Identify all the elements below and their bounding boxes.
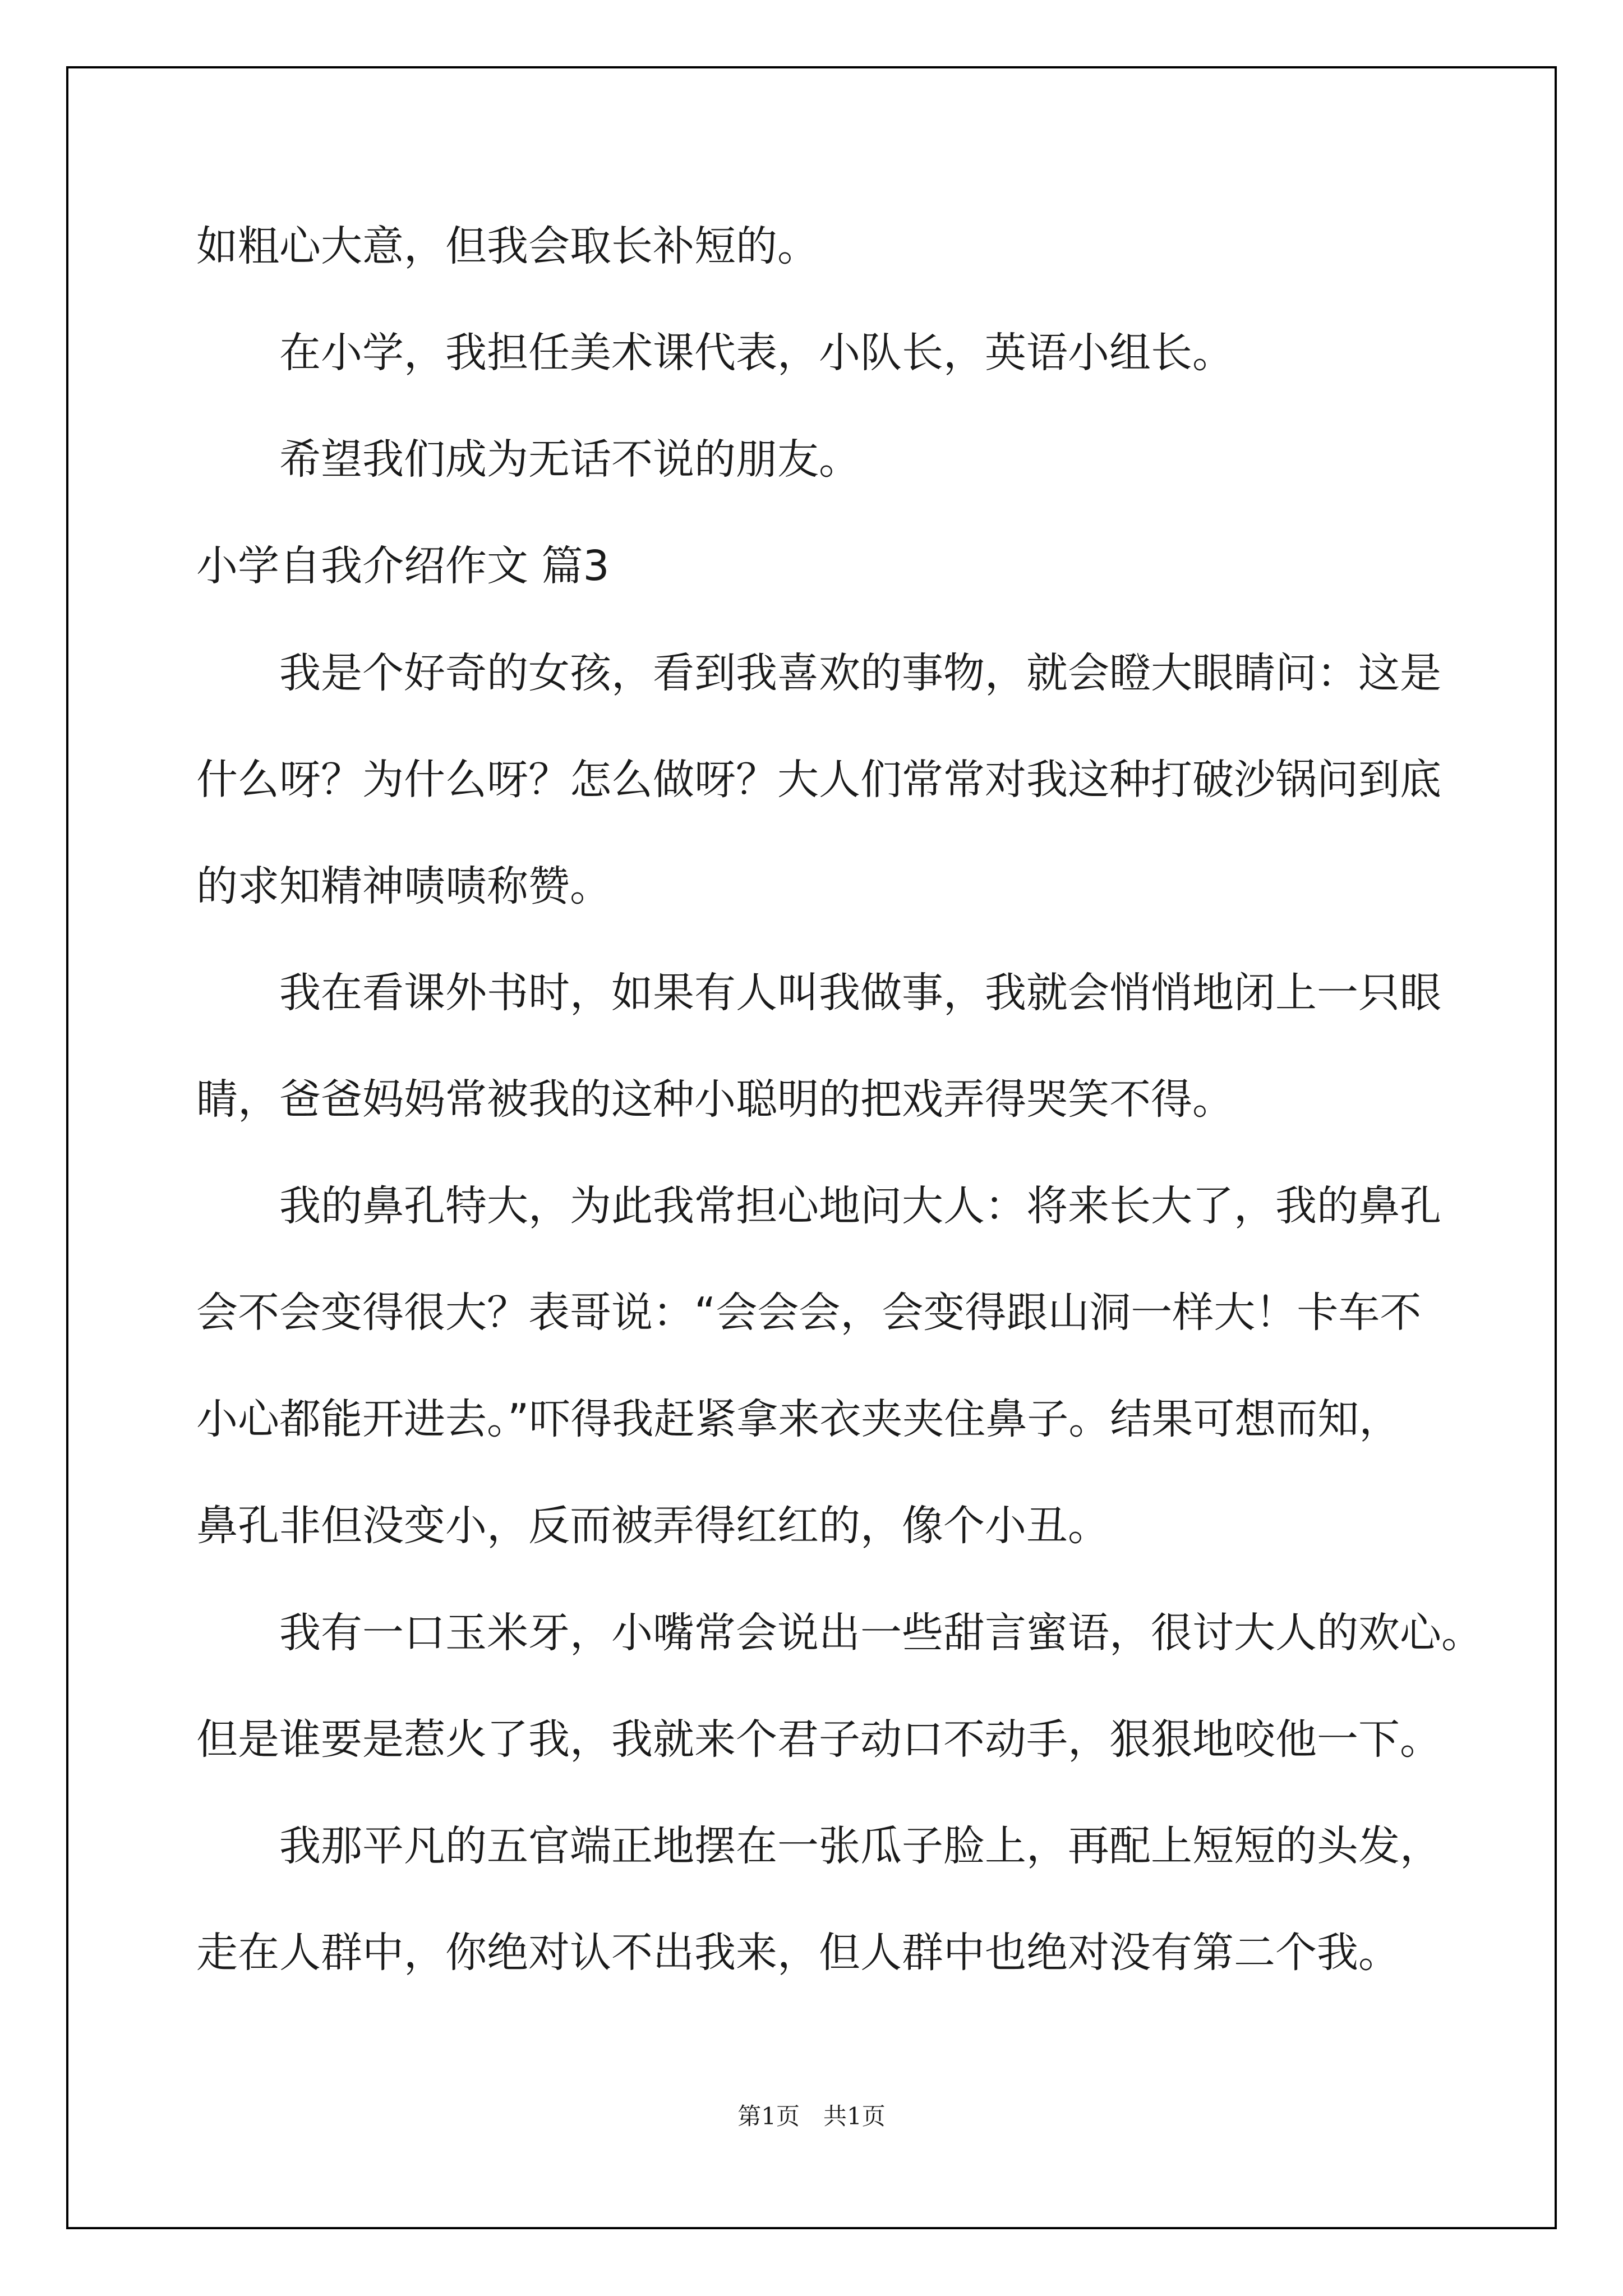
paragraph-line: 的求知精神啧啧称赞。 bbox=[196, 862, 611, 910]
paragraph-line: 走在人群中，你绝对认不出我来，但人群中也绝对没有第二个我。 bbox=[196, 1929, 1400, 1977]
paragraph-line: 我的鼻孔特大，为此我常担心地问大人：将来长大了，我的鼻孔 bbox=[279, 1182, 1441, 1230]
paragraph-line: 睛，爸爸妈妈常被我的这种小聪明的把戏弄得哭笑不得。 bbox=[196, 1075, 1234, 1124]
paragraph-line: 什么呀？为什么呀？怎么做呀？大人们常常对我这种打破沙锅问到底 bbox=[196, 756, 1441, 804]
page-number-footer: 第1页 共1页 bbox=[737, 2102, 886, 2130]
paragraph-line: 会不会变得很大？表哥说：“会会会，会变得跟山洞一样大！卡车不 bbox=[196, 1289, 1422, 1337]
paragraph-line: 我在看课外书时，如果有人叫我做事，我就会悄悄地闭上一只眼 bbox=[279, 969, 1441, 1017]
paragraph-line: 在小学，我担任美术课代表，小队长，英语小组长。 bbox=[279, 329, 1234, 377]
paragraph-line: 我是个好奇的女孩，看到我喜欢的事物，就会瞪大眼睛问：这是 bbox=[279, 649, 1441, 697]
paragraph-line: 小心都能开进去。”吓得我赶紧拿来衣夹夹住鼻子。结果可想而知， bbox=[196, 1395, 1401, 1443]
paragraph-line: 希望我们成为无话不说的朋友。 bbox=[279, 435, 860, 484]
section-heading: 小学自我介绍作文 篇3 bbox=[196, 542, 610, 590]
page-border bbox=[66, 66, 1557, 2229]
paragraph-line: 但是谁要是惹火了我，我就来个君子动口不动手，狠狠地咬他一下。 bbox=[196, 1715, 1441, 1764]
paragraph-line: 鼻孔非但没变小，反而被弄得红红的，像个小丑。 bbox=[196, 1502, 1109, 1550]
paragraph-line: 我有一口玉米牙，小嘴常会说出一些甜言蜜语，很讨大人的欢心。 bbox=[279, 1609, 1483, 1657]
paragraph-line: 我那平凡的五官端正地摆在一张瓜子脸上，再配上短短的头发， bbox=[279, 1822, 1441, 1870]
paragraph-line: 如粗心大意，但我会取长补短的。 bbox=[196, 222, 819, 270]
